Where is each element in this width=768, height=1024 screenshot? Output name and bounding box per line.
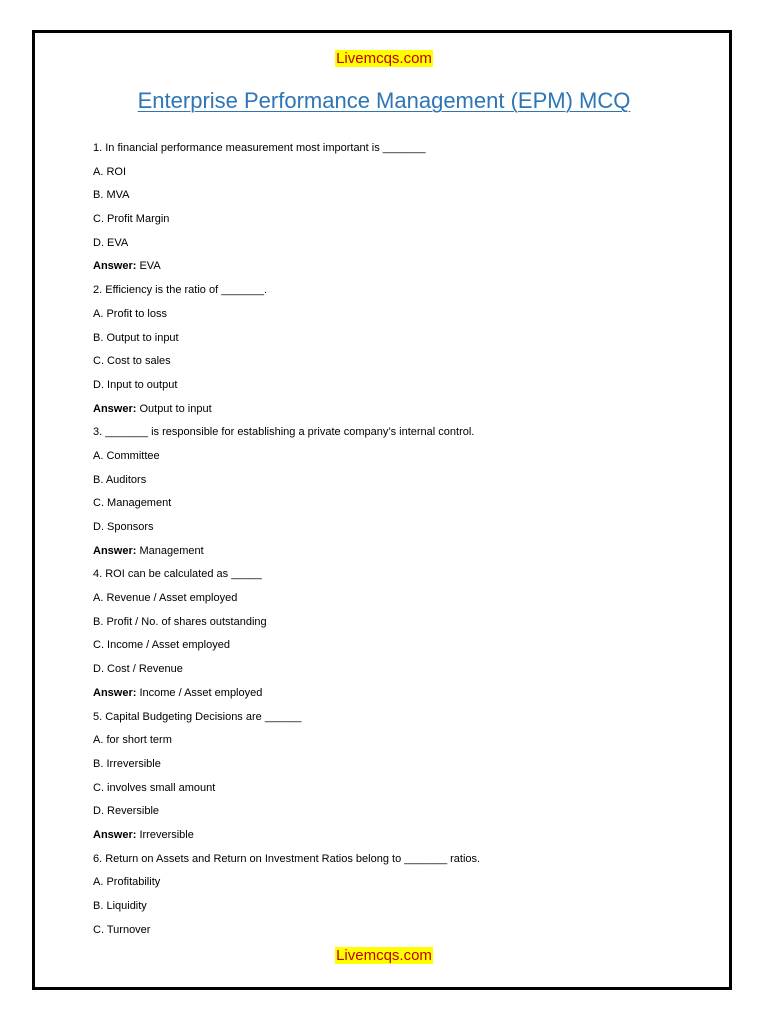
option: B. Liquidity <box>93 900 147 912</box>
option: D. Reversible <box>93 805 160 818</box>
question-text: 3. _______ is responsible for establishing a private company’s internal control. <box>93 426 475 439</box>
option: A. Committee <box>93 449 160 462</box>
answer-label: Answer: <box>93 828 137 841</box>
answer-line <box>93 827 713 851</box>
option: A. Revenue / Asset employed <box>93 592 238 605</box>
option: B. Output to input <box>93 331 179 344</box>
option: D. EVA <box>93 236 129 249</box>
option: C. Cost to sales <box>93 355 171 368</box>
answer-value: Management <box>136 544 204 557</box>
answer-value: Income / Asset employed <box>136 686 263 699</box>
option: B. Auditors <box>93 473 147 486</box>
answer-value: Irreversible <box>136 828 194 841</box>
site-name[interactable]: Livemcqs.com <box>336 50 432 67</box>
answer-label: Answer: <box>93 544 137 557</box>
option: A. Profit to loss <box>93 307 167 320</box>
mcq-list <box>93 140 713 945</box>
answer-line <box>93 401 713 425</box>
option: A. Profitability <box>93 876 161 889</box>
answer-line <box>93 685 713 709</box>
option: B. MVA <box>93 189 130 202</box>
site-header <box>0 50 768 68</box>
option: D. Cost / Revenue <box>93 663 183 676</box>
option: A. for short term <box>93 734 172 747</box>
page-title: Enterprise Performance Management (EPM) MCQ <box>137 88 631 113</box>
answer-value: EVA <box>136 260 161 273</box>
answer-line <box>93 543 713 567</box>
option: C. Income / Asset employed <box>93 639 230 652</box>
answer-label: Answer: <box>93 686 137 699</box>
option: B. Profit / No. of shares outstanding <box>93 615 267 628</box>
option: C. involves small amount <box>93 781 216 794</box>
option: B. Irreversible <box>93 757 161 770</box>
answer-label: Answer: <box>93 260 137 273</box>
answer-value: Output to input <box>136 402 212 415</box>
option: D. Sponsors <box>93 521 154 533</box>
site-name[interactable]: Livemcqs.com <box>336 947 432 964</box>
question-text: 4. ROI can be calculated as _____ <box>93 568 262 581</box>
question-text: 1. In financial performance measurement most important is _______ <box>93 142 426 154</box>
option: C. Turnover <box>93 923 151 936</box>
answer-label: Answer: <box>93 402 137 415</box>
question-text: 5. Capital Budgeting Decisions are ______ <box>93 710 302 723</box>
site-footer <box>0 947 768 965</box>
option: D. Input to output <box>93 378 178 391</box>
answer-line <box>93 258 713 282</box>
option: C. Management <box>93 497 172 510</box>
option: A. ROI <box>93 165 127 178</box>
question-text: 6. Return on Assets and Return on Investment Ratios belong to _______ ratios. <box>93 852 481 865</box>
option: C. Profit Margin <box>93 213 170 226</box>
question-text: 2. Efficiency is the ratio of _______. <box>93 284 268 297</box>
